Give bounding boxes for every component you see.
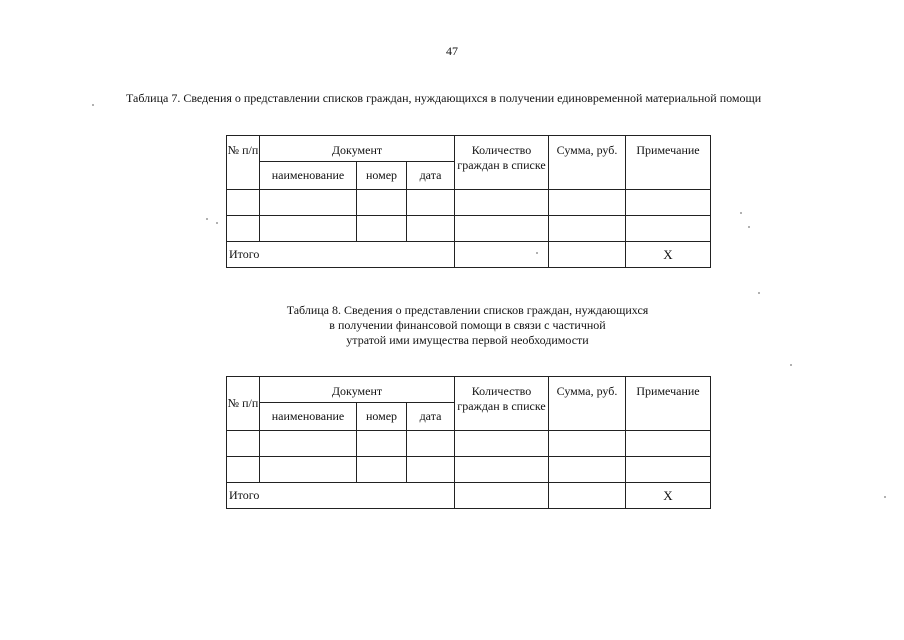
page-number: 47 [446,44,458,58]
table-cell [227,457,260,483]
table-cell [227,216,260,242]
total-note-mark: Х [626,483,711,509]
table-cell [549,457,626,483]
header-name: наименование [260,162,357,190]
scan-speck [216,222,218,224]
table7-title: Таблица 7. Сведения о представлении списков граждан, нуждающихся в получении единовременной материальной помощи [126,91,762,105]
total-sum-cell [549,242,626,268]
table-cell [455,457,549,483]
total-row [227,242,711,268]
total-sum-cell [549,483,626,509]
header-document: Документ [260,136,455,162]
header-count: Количество граждан в списке [455,136,549,190]
header-count: Количество граждан в списке [455,377,549,431]
total-count-cell [455,483,549,509]
table8-title-line: Таблица 8. Сведения о представлении списков граждан, нуждающихся [286,303,649,317]
table-cell [626,457,711,483]
total-label: Итого [227,483,455,509]
table8 [226,376,711,509]
scan-speck [748,226,750,228]
table-cell [455,190,549,216]
table-cell [455,431,549,457]
table-cell [227,190,260,216]
table8-title [180,303,755,348]
table-cell [549,190,626,216]
table-cell [626,431,711,457]
table-cell [407,431,455,457]
total-note-mark: Х [626,242,711,268]
table-cell [407,457,455,483]
scan-speck [740,212,742,214]
table-cell [260,431,357,457]
table-row [227,457,711,483]
table8-title-line: утратой ими имущества первой необходимости [346,333,589,347]
header-sum: Сумма, руб. [549,136,626,190]
table-row [227,431,711,457]
table8-title-line: в получении финансовой помощи в связи с частичной [329,318,606,332]
header-number: номер [357,403,407,431]
table-cell [260,190,357,216]
header-document: Документ [260,377,455,403]
total-row [227,483,711,509]
header-date: дата [407,162,455,190]
scan-speck [884,496,886,498]
total-count-cell [455,242,549,268]
table-cell [549,216,626,242]
header-note: Примечание [626,136,711,190]
scan-speck [790,364,792,366]
table-row [227,190,711,216]
header-name: наименование [260,403,357,431]
table-cell [626,216,711,242]
scan-speck [536,252,538,254]
table-cell [626,190,711,216]
header-date: дата [407,403,455,431]
header-num: № п/п [227,136,260,190]
header-number: номер [357,162,407,190]
table-cell [357,431,407,457]
table-cell [227,431,260,457]
table-cell [549,431,626,457]
total-label: Итого [227,242,455,268]
scan-speck [92,104,94,106]
scan-speck [206,218,208,220]
table-cell [357,216,407,242]
table-cell [407,190,455,216]
header-sum: Сумма, руб. [549,377,626,431]
table7 [226,135,711,268]
scan-speck [758,292,760,294]
table-row [227,216,711,242]
table-cell [407,216,455,242]
table-cell [357,457,407,483]
table-cell [455,216,549,242]
header-num: № п/п [227,377,260,431]
table-cell [260,216,357,242]
table-cell [260,457,357,483]
table-cell [357,190,407,216]
header-note: Примечание [626,377,711,431]
